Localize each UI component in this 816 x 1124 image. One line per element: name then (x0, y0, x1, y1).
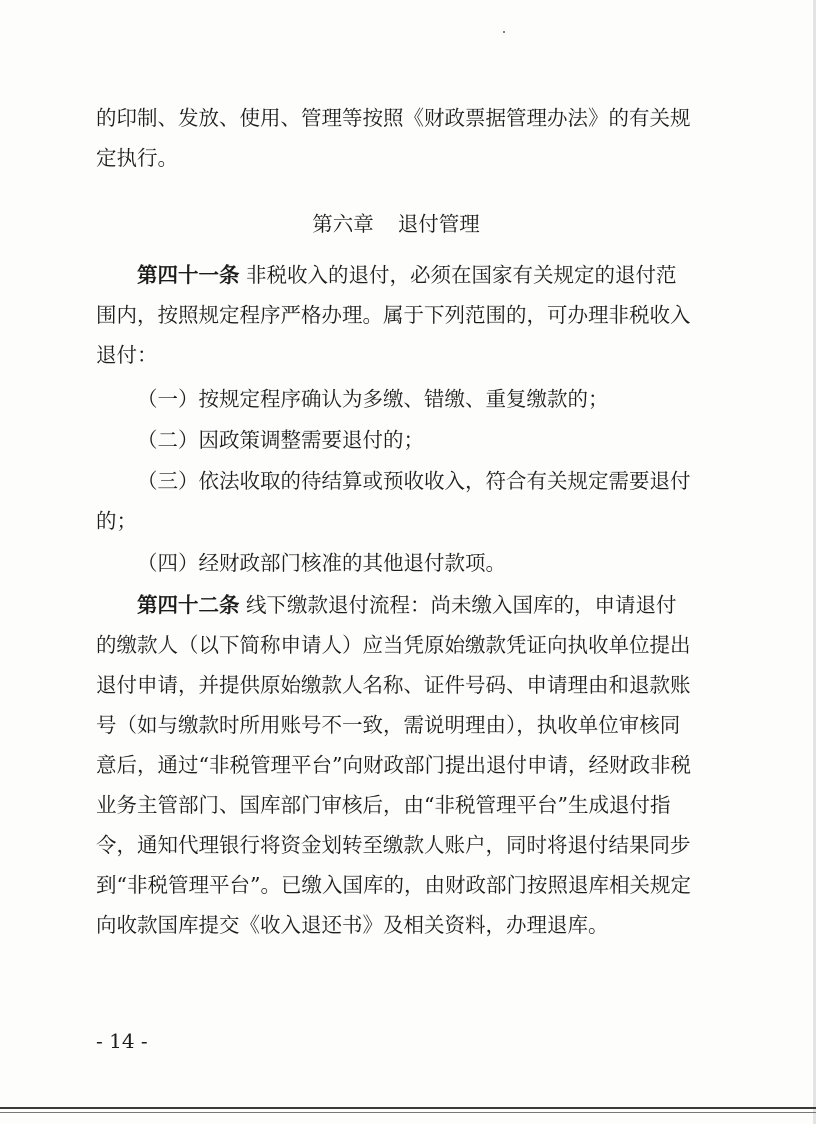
scan-bottom-border-inner (0, 1112, 816, 1113)
page-number: - 14 - (96, 1029, 148, 1053)
chapter-number: 第六章 (312, 212, 374, 236)
article-41-item-1: （一）按规定程序确认为多缴、错缴、重复缴款的； (137, 387, 609, 411)
intro-text: 的印制、发放、使用、管理等按照《财政票据管理办法》的有关规定执行。 (96, 106, 691, 170)
article-42-heading: 第四十二条 (137, 593, 240, 617)
article-41-item-2: （二）因政策调整需要退付的； (137, 428, 424, 452)
intro-paragraph (96, 98, 696, 178)
chapter-title: 退付管理 (397, 212, 480, 236)
article-41-paragraph (96, 255, 696, 375)
scan-bottom-border (0, 1107, 816, 1109)
article-41-heading: 第四十一条 (137, 263, 240, 287)
article-41-item-3: （三）依法收取的待结算或预收收入，符合有关规定需要退付的； (96, 469, 691, 533)
article-42-body: 线下缴款退付流程：尚未缴入国库的，申请退付的缴款人（以下简称申请人）应当凭原始缴款凭证向执收单位提出退付申请，并提供原始缴款人名称、证件号码、申请理由和退款账号（如与缴款时所用账号不一致，需说明理由），执收单位审核同意后，通过“非税管理平台”向财政部门提出退付申请，经财政非税业务主管部门、国库部门审核后，由“非税管理平台”生成退付指令，通知代理银行将资金划转至缴款人账户，同时将退付结果同步到“非税管理平台”。已缴入国库的，由财政部门按照退库相关规定向收款国库提交《收入退还书》及相关资料，办理退库。 (96, 593, 691, 937)
article-41-item-4: （四）经财政部门核准的其他退付款项。 (137, 551, 506, 575)
article-42-paragraph (96, 585, 696, 945)
scan-speck (503, 31, 505, 33)
chapter-heading (96, 204, 696, 244)
article-41-body: 非税收入的退付，必须在国家有关规定的退付范围内，按照规定程序严格办理。属于下列范围的，可办理非税收入退付： (96, 263, 691, 367)
